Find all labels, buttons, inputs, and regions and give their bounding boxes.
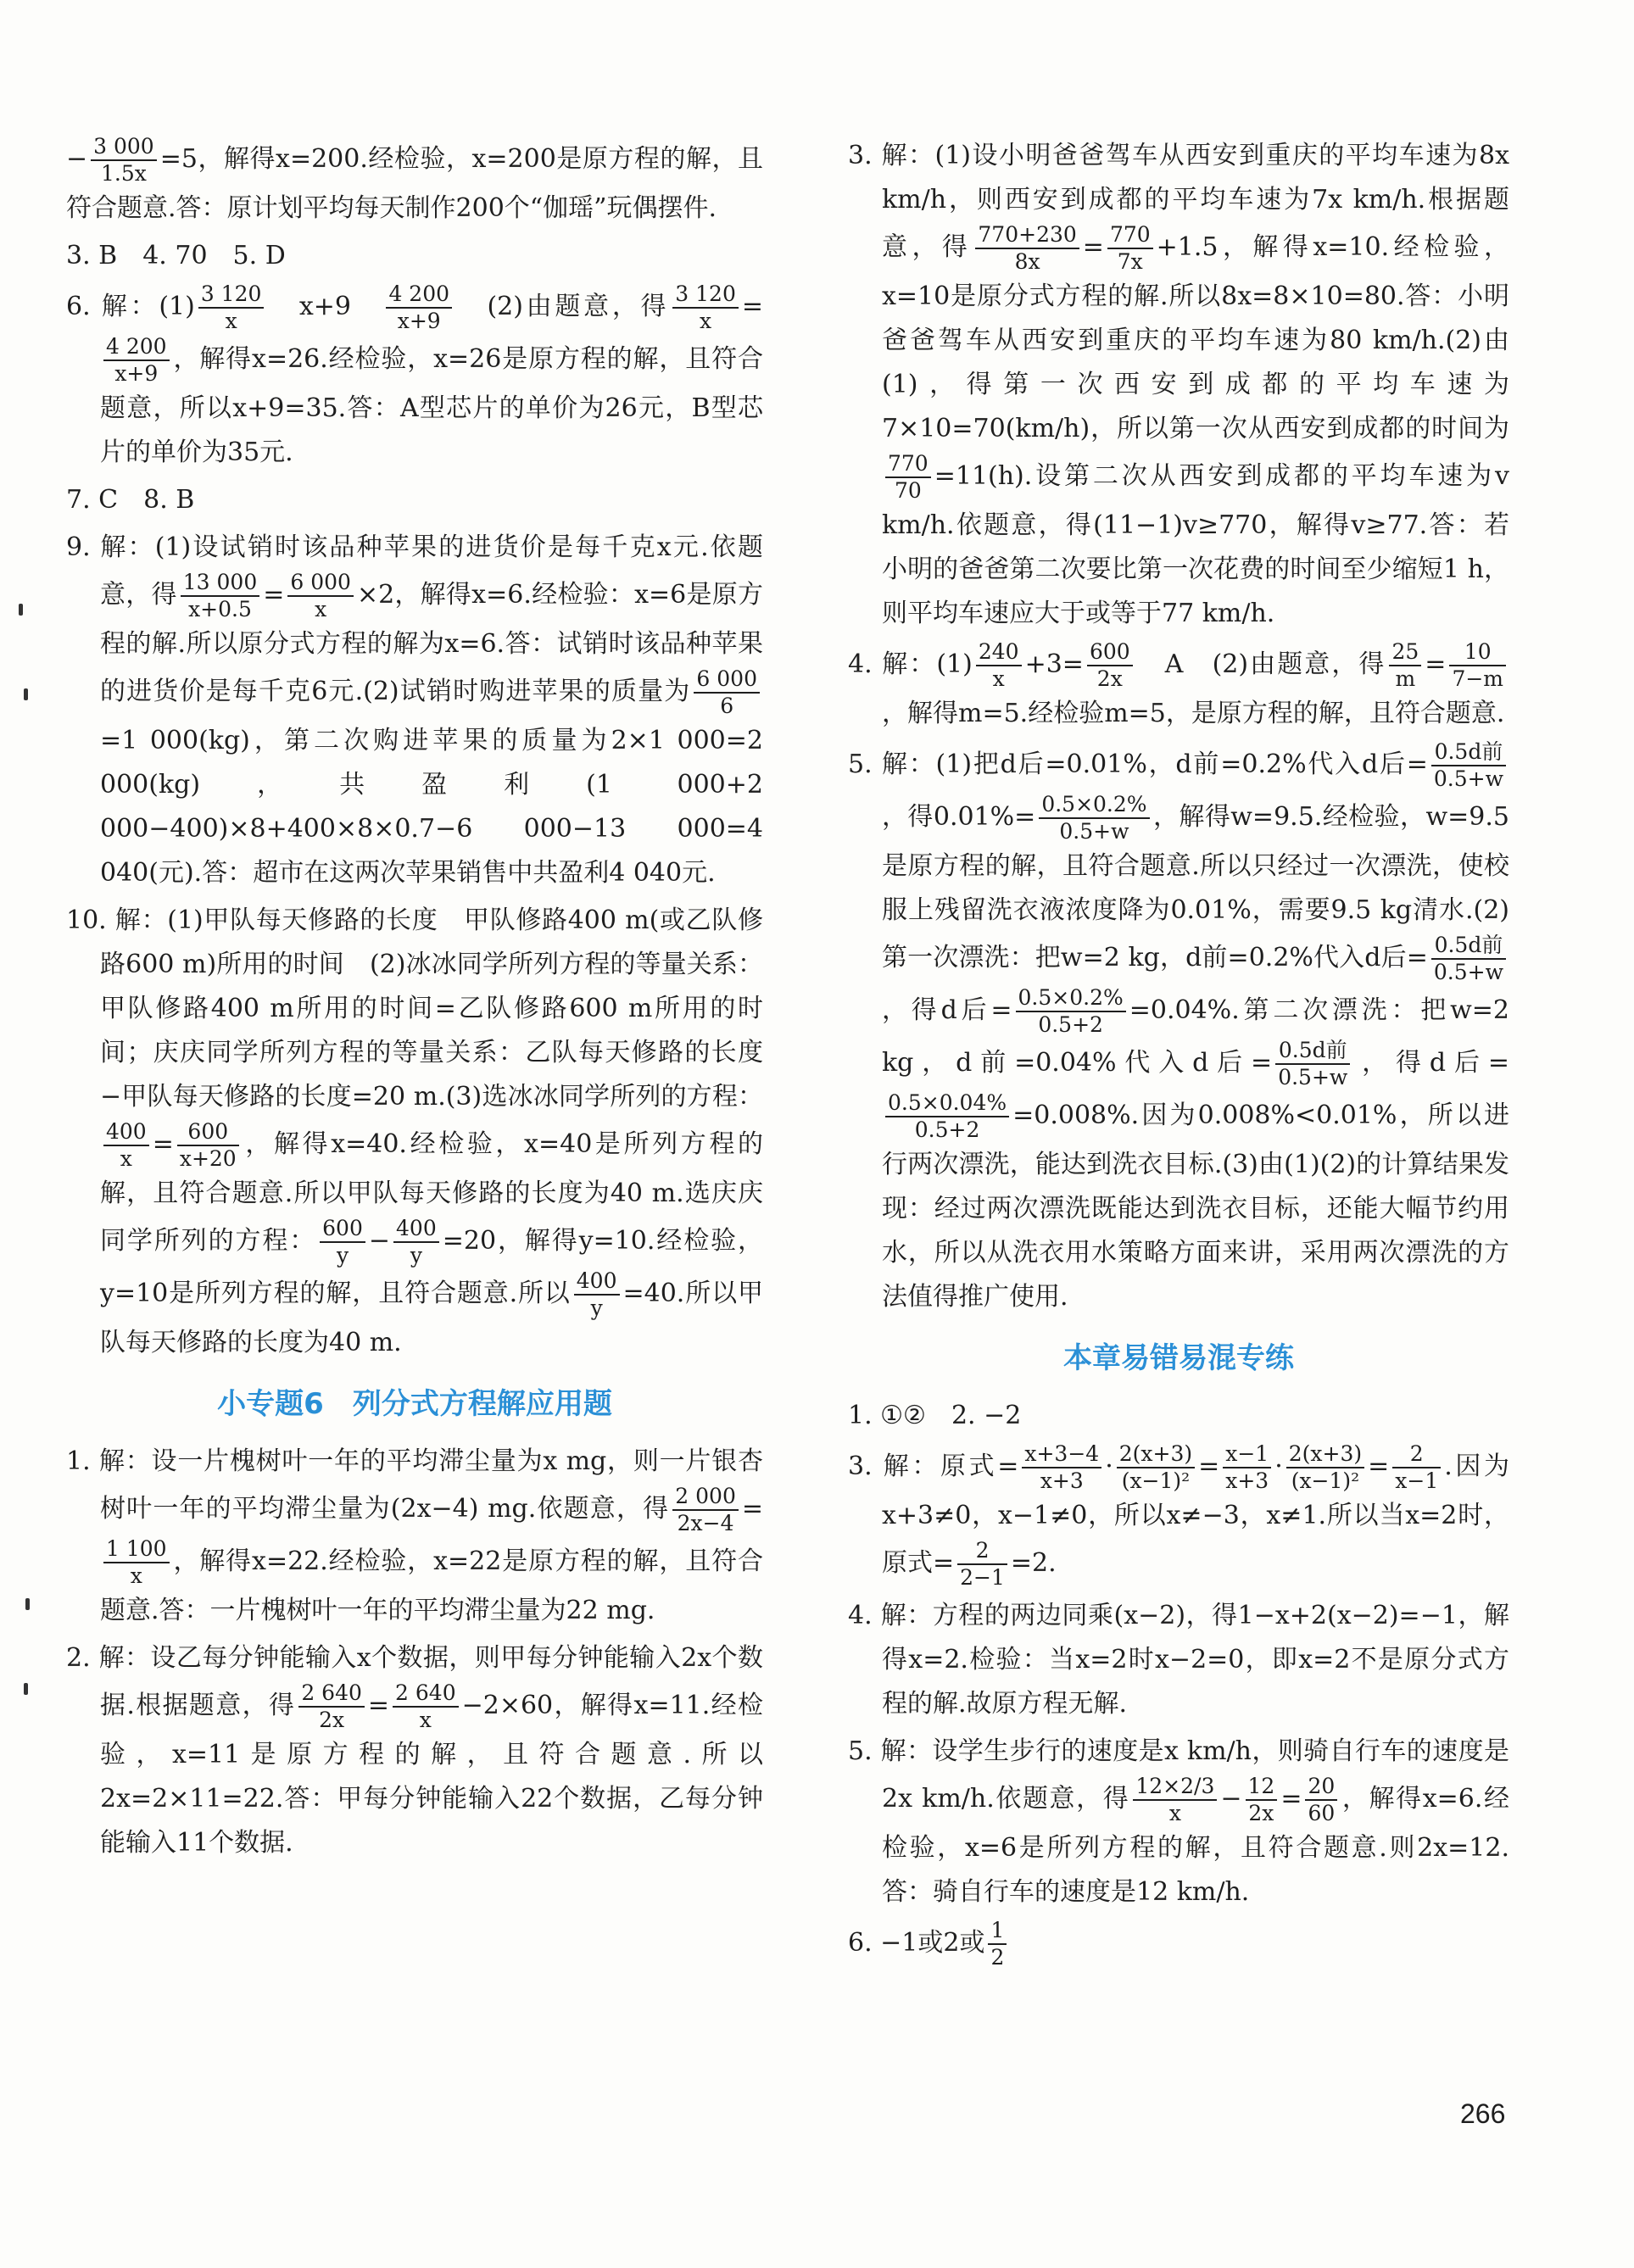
error-answer-3: 3. 解：原式= $\frac{x+3-4}{x+3}$ · $\frac{2(x+3)}{\text{(x−1)²}}$ = $\frac{x-1}{x+3}$ · $\frac{2(x+3)}{\text{(x−1)²}}$ = $\frac{2}{x-1}$ .因为x+3≠0，x−1≠0，所以x≠−3，x≠1.所以当x=2时，原式= $\frac{2}{2-1}$ =2. (848, 1441, 1510, 1590)
fraction: $\frac{400}{y}$ (393, 1216, 439, 1268)
fraction: $\frac{x+3-4}{x+3}$ (1022, 1441, 1101, 1494)
fraction: $\frac{600}{2x}$ (1087, 639, 1133, 692)
fraction: $\frac{0.5\times 0.04\%}{0.5+2}$ (885, 1090, 1009, 1143)
answers-7-8: 7. C 8. B (66, 485, 195, 515)
fraction: $\frac{1}{2}$ (988, 1918, 1007, 1970)
error-answer-6: 6. −1或2或 $\frac{1}{2}$ (848, 1918, 1509, 1970)
fraction: $\frac{770}{7x}$ (1107, 222, 1153, 275)
fraction: $\frac{12}{2x}$ (1246, 1774, 1278, 1826)
topic-answer-1: 1. 解：设一片槐树叶一年的平均滞尘量为x mg，则一片银杏树叶一年的平均滞尘量为(2x−4) mg.依题意，得 $\frac{2 000}{2x-4}$ = $\frac{1 100}{x}$ ，解得x=22.经检验，x=22是原方程的解，且符合题意.答：一片槐树叶一年的平均滞尘量为22 mg. (66, 1446, 763, 1625)
fraction: $\frac{240}{x}$ (976, 639, 1022, 692)
fraction: $\frac{770}{70}$ (885, 451, 931, 504)
margin-mark (19, 604, 23, 616)
fraction: $\frac{x-1}{x+3}$ (1223, 1441, 1271, 1494)
fraction: $\frac{4 200}{x+9}$ (386, 281, 452, 334)
fraction: $\frac{0.5\times 0.2\%}{0.5+2}$ (1016, 985, 1126, 1038)
fraction: $\frac{770+230}{8x}$ (975, 222, 1079, 275)
section-title-errors: 本章易错易混专练 (1063, 1341, 1294, 1375)
fraction: $\frac{2 640}{2x}$ (298, 1680, 365, 1733)
section-title-topic-6: 小专题6 列分式方程解应用题 (217, 1387, 612, 1421)
fraction: $\frac{2}{2-1}$ (957, 1538, 1007, 1591)
answer-6: 6. 解：(1) $\frac{3 120}{x}$ x+9 $\frac{4 200}{x+9}$ (2)由题意，得 $\frac{3 120}{x}$ = $\frac{4 200}{x+9}$ ，解得x=26.经检验，x=26是原方程的解，且符合题意，所以x+9=35.答：A型芯片的单价为26元，B型芯片的单价为35元. (66, 281, 763, 467)
topic-answer-4: 4. 解：(1) $\frac{240}{x}$ +3= $\frac{600}{2x}$ A (2)由题意，得 $\frac{25}{m}$ = $\frac{10}{7-m}$ ，解得m=5.经检验m=5，是原方程的解，且符合题意. (848, 639, 1505, 728)
topic-answer-5: 5. 解：(1)把d后=0.01%，d前=0.2%代入d后= $\frac{\text{0.5d前}}{0.5+w}$ ，得0.01%= $\frac{0.5\times 0.2\%}{0.5+w}$ ，解得w=9.5.经检验，w=9.5是原方程的解，且符合题意.所以只经过一次漂洗，使校服上残留洗衣液浓度降为0.01%，需要9.5 kg清水.(2)第一次漂洗：把w=2 kg，d前=0.2%代入d后= $\frac{\text{0.5d前}}{0.5+w}$ ，得d后= $\frac{0.5\times 0.2\%}{0.5+2}$ =0.04%.第二次漂洗：把w=2 kg，d前=0.04%代入d后= $\frac{\text{0.5d前}}{0.5+w}$ ，得d后= $\frac{0.5\times 0.04\%}{0.5+2}$ =0.008%.因为0.008%<0.01%，所以进行两次漂洗，能达到洗衣目标.(3)由(1)(2)的计算结果发现：经过两次漂洗既能达到洗衣目标，还能大幅节约用水，所以从洗衣用水策略方面来讲，采用两次漂洗的方法值得推广使用. (848, 739, 1510, 1312)
answer-10: 10. 解：(1)甲队每天修路的长度 甲队修路400 m(或乙队修路600 m)所用的时间 (2)冰冰同学所列方程的等量关系：甲队修路400 m所用的时间=乙队修路600 m所用的时间；庆庆同学所列方程的等量关系：乙队每天修路的长度−甲队每天修路的长度=20 m.(3)选冰冰同学所列的方程： $\frac{400}{x}$ = $\frac{600}{x+20}$ ，解得x=40.经检验，x=40是所列方程的解，且符合题意.所以甲队每天修路的长度为40 m.选庆庆同学所列的方程： $\frac{600}{y}$ − $\frac{400}{y}$ =20，解得y=10.经检验，y=10是所列方程的解，且符合题意.所以 $\frac{400}{y}$ =40.所以甲队每天修路的长度为40 m. (66, 906, 763, 1357)
answers-3-5: 3. B 4. 70 5. D (66, 241, 286, 270)
fraction: $\frac{400}{x}$ (103, 1119, 149, 1172)
fraction: $\frac{400}{y}$ (574, 1268, 620, 1321)
fraction: $\frac{13 000}{x+0.5}$ (181, 570, 259, 622)
fraction: $\frac{4 200}{x+9}$ (103, 334, 170, 387)
fraction: $\frac{\text{0.5d前}}{0.5+w}$ (1431, 933, 1506, 985)
fraction: $\frac{6 000}{6}$ (694, 666, 760, 719)
fraction: $\frac{2 000}{2x-4}$ (672, 1484, 739, 1536)
fraction: $\frac{12\times 2/3}{x}$ (1133, 1774, 1217, 1826)
fraction: $\frac{2}{x-1}$ (1392, 1441, 1441, 1494)
fraction: $\frac{3 120}{x}$ (198, 281, 265, 334)
fraction: $\frac{1 100}{x}$ (103, 1536, 170, 1589)
fraction: $\frac{6 000}{x}$ (287, 570, 354, 622)
continued-answer: − $\frac{3 000}{1.5x}$ =5，解得x=200.经检验，x=200是原方程的解，且符合题意.答：原计划平均每天制作200个“伽瑶”玩偶摆件. (66, 134, 763, 223)
page-number: 266 (1460, 2098, 1506, 2129)
answer-9: 9. 解：(1)设试销时该品种苹果的进货价是每千克x元.依题意，得 $\frac{13 000}{x+0.5}$ = $\frac{6 000}{x}$ ×2，解得x=6.经检验：x=6是原方程的解.所以原分式方程的解为x=6.答：试销时该品种苹果的进货价是每千克6元.(2)试销时购进苹果的质量为 $\frac{6 000}{6}$ =1 000(kg)，第二次购进苹果的质量为2×1 000=2 000(kg)，共盈利(1 000+2 000−400)×8+400×8×0.7−6 000−13 000=4 040(元).答：超市在这两次苹果销售中共盈利4 040元. (66, 532, 763, 888)
fraction: $\frac{3 120}{x}$ (672, 281, 739, 334)
fraction: $\frac{600}{x+20}$ (177, 1119, 239, 1172)
topic-answer-3: 3. 解：(1)设小明爸爸驾车从西安到重庆的平均车速为8x km/h，则西安到成都的平均车速为7x km/h.根据题意，得 $\frac{770+230}{8x}$ = $\frac{770}{7x}$ +1.5，解得x=10.经检验，x=10是原分式方程的解.所以8x=8×10=80.答：小明爸爸驾车从西安到重庆的平均车速为80 km/h.(2)由(1)，得第一次西安到成都的平均车速为7×10=70(km/h)，所以第一次从西安到成都的时间为 $\frac{770}{70}$ =11(h).设第二次从西安到成都的平均车速为v km/h.依题意，得(11−1)v≥770，解得v≥77.答：若小明的爸爸第二次要比第一次花费的时间至少缩短1 h，则平均车速应大于或等于77 km/h. (848, 141, 1509, 628)
fraction: $\frac{3 000}{1.5x}$ (91, 134, 157, 187)
margin-mark (24, 688, 28, 700)
fraction: $\frac{2(x+3)}{\text{(x−1)²}}$ (1117, 1441, 1195, 1494)
fraction: $\frac{2 640}{x}$ (393, 1680, 459, 1733)
right-column (848, 134, 1509, 1974)
fraction: $\frac{600}{y}$ (320, 1216, 365, 1268)
left-column (66, 134, 763, 1869)
fraction: $\frac{20}{60}$ (1305, 1774, 1337, 1826)
fraction: $\frac{\text{0.5d前}}{0.5+w}$ (1431, 739, 1506, 792)
error-answer-4: 4. 解：方程的两边同乘(x−2)，得1−x+2(x−2)=−1，解得x=2.检验：当x=2时x−2=0，即x=2不是原分式方程的解.故原方程无解. (848, 1601, 1509, 1719)
error-answer-5: 5. 解：设学生步行的速度是x km/h，则骑自行车的速度是2x km/h.依题意，得 $\frac{12\times 2/3}{x}$ − $\frac{12}{2x}$ = $\frac{20}{60}$ ，解得x=6.经检验，x=6是所列方程的解，且符合题意.则2x=12.答：骑自行车的速度是12 km/h. (848, 1736, 1509, 1907)
fraction: $\frac{10}{7-m}$ (1449, 639, 1506, 692)
topic-answer-2: 2. 解：设乙每分钟能输入x个数据，则甲每分钟能输入2x个数据.根据题意，得 $\frac{2 640}{2x}$ = $\frac{2 640}{x}$ −2×60，解得x=11.经检验，x=11是原方程的解，且符合题意.所以2x=2×11=22.答：甲每分钟能输入22个数据，乙每分钟能输入11个数据. (66, 1643, 763, 1858)
margin-mark (25, 1598, 30, 1610)
error-answers-1-2: 1. ①② 2. −2 (848, 1401, 1022, 1430)
fraction: $\frac{0.5\times 0.2\%}{0.5+w}$ (1039, 792, 1149, 844)
fraction: $\frac{\text{0.5d前}}{0.5+w}$ (1275, 1038, 1350, 1090)
fraction: $\frac{25}{m}$ (1389, 639, 1421, 692)
margin-mark (24, 1683, 28, 1695)
fraction: $\frac{2(x+3)}{\text{(x−1)²}}$ (1286, 1441, 1364, 1494)
